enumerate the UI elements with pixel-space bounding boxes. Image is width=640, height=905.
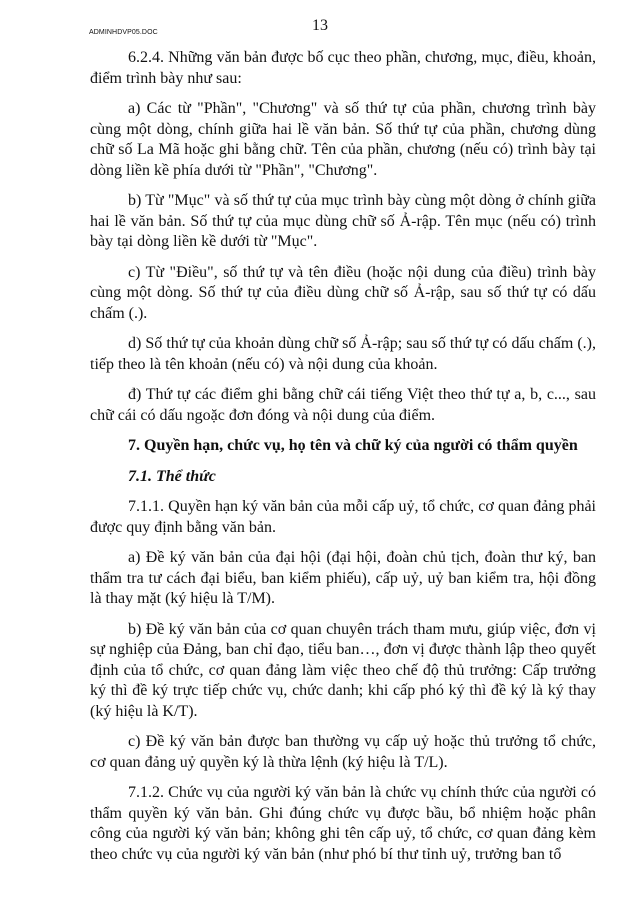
paragraph: đ) Thứ tự các điểm ghi bằng chữ cái tiếng Việt theo thứ tự a, b, c..., sau chữ cái có dấu ngoặc đơn đóng và nội dung của điểm. bbox=[90, 386, 596, 424]
paragraph: a) Đề ký văn bản của đại hội (đại hội, đoàn chủ tịch, đoàn thư ký, ban thẩm tra tư cách đại biểu, ban kiểm phiếu), cấp uỷ, uỷ ban kiểm tra, hội đồng là thay mặt (ký hiệu là T/M). bbox=[90, 549, 596, 607]
paragraph: c) Đề ký văn bản được ban thường vụ cấp uỷ hoặc thủ trưởng tổ chức, cơ quan đảng uỷ quyền ký là thừa lệnh (ký hiệu là T/L). bbox=[90, 733, 596, 771]
subsection-heading: 7.1. Thể thức bbox=[128, 467, 216, 485]
paragraph: b) Từ "Mục" và số thứ tự của mục trình bày cùng một dòng ở chính giữa hai lề văn bản. Số thứ tự của mục dùng chữ số Ả-rập. Tên mục (nếu có) trình bày tại dòng liền kề dưới từ "Mục". bbox=[90, 192, 596, 250]
paragraph: b) Đề ký văn bản của cơ quan chuyên trách tham mưu, giúp việc, đơn vị sự nghiệp của Đảng, ban chỉ đạo, tiểu ban…, đơn vị được thành lập theo quyết định của tổ chức, cơ quan đảng làm việc theo chế độ thủ trưởng: Cấp trưởng ký thì đề ký trực tiếp chức vụ, chức danh; khi cấp phó ký thì đề ký là ký thay (ký hiệu là K/T). bbox=[90, 620, 596, 720]
paragraph: 7.1.2. Chức vụ của người ký văn bản là chức vụ chính thức của người có thẩm quyền ký văn bản. Ghi đúng chức vụ được bầu, bổ nhiệm hoặc phân công của người ký văn bản; không ghi tên cấp uỷ, tổ chức, cơ quan đảng kèm theo chức vụ của người ký văn bản (như phó bí thư tỉnh uỷ, trưởng ban tổ bbox=[90, 784, 596, 863]
paragraph: 7.1.1. Quyền hạn ký văn bản của mỗi cấp uỷ, tổ chức, cơ quan đảng phải được quy định bằng văn bản. bbox=[90, 498, 596, 536]
paragraph: c) Từ "Điều", số thứ tự và tên điều (hoặc nội dung của điều) trình bày cùng một dòng. Số thứ tự của điều dùng chữ số Ả-rập, sau số thứ tự có dấu chấm (.). bbox=[90, 263, 596, 322]
paragraph: d) Số thứ tự của khoản dùng chữ số Ả-rập; sau số thứ tự có dấu chấm (.), tiếp theo là tên khoản (nếu có) và nội dung của khoản. bbox=[90, 335, 596, 373]
section-heading: 7. Quyền hạn, chức vụ, họ tên và chữ ký của người có thẩm quyền bbox=[128, 437, 578, 454]
paragraph: 6.2.4. Những văn bản được bố cục theo phần, chương, mục, điều, khoản, điểm trình bày như sau: bbox=[90, 49, 596, 87]
page-number: 13 bbox=[312, 17, 328, 34]
file-name-header: ADMINHDVP05.DOC bbox=[89, 29, 158, 36]
document-body bbox=[90, 48, 596, 875]
paragraph: a) Các từ "Phần", "Chương" và số thứ tự của phần, chương trình bày cùng một dòng, chính giữa hai lề văn bản. Số thứ tự của phần, chương dùng chữ số La Mã hoặc ghi bằng chữ. Tên của phần, chương (nếu có) trình bày tại dòng liền kề phía dưới từ "Phần", "Chương". bbox=[90, 100, 596, 179]
